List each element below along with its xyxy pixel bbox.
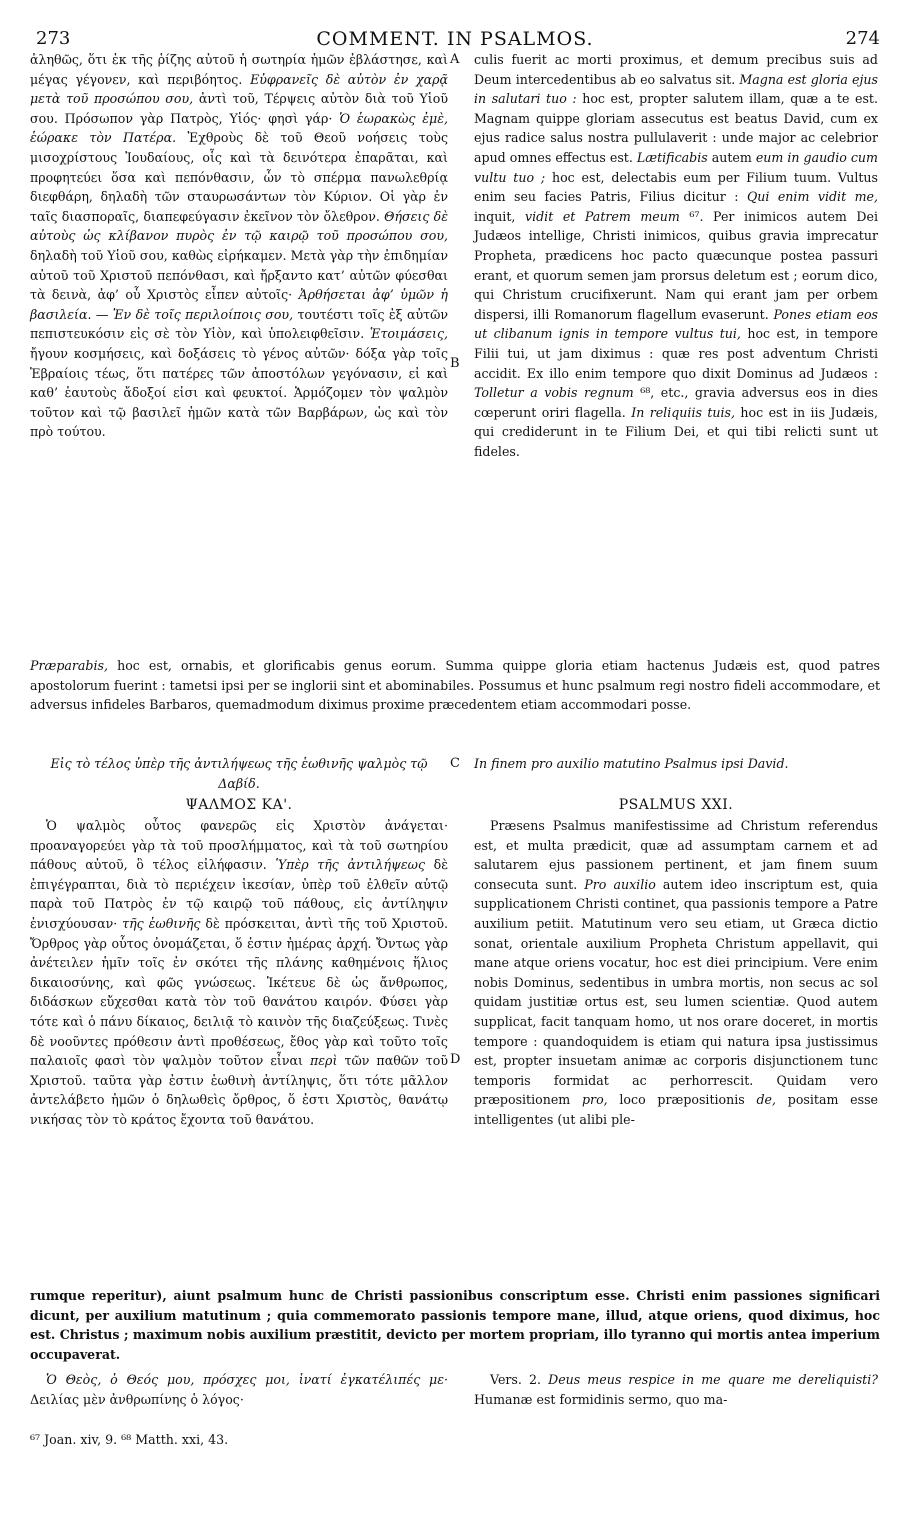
greek-column-5 [30,1370,456,1409]
greek-inscription: Εἰς τὸ τέλος ὑπὲρ τῆς ἀντιλήψεως τῆς ἑωθινῆς ψαλμὸς τῷ Δαβίδ. [50,756,428,791]
footnotes: ⁶⁷ Joan. xiv, 9. ⁶⁸ Matth. xxi, 43. [30,1432,229,1447]
italic-run: In reliquiis tuis, [631,404,736,420]
italic-run: Deus meus respice in me quare me dereliquisti? [548,1372,879,1387]
text-run: Humanæ est formidinis sermo, quo ma- [474,1391,728,1407]
page-number-right: 274 [845,28,880,49]
italic-run: περὶ [310,1053,338,1069]
text-run: τῶν παθῶν τοῦ Χριστοῦ. ταῦτα γὰρ ἐστιν ἑωθινὴ ἀντίληψις, ὅτι τότε μᾶλλον ἀντελάβετο ἡμῶν ὁ δηλωθεὶς ὄρθρος, ὅ ἐστι Χριστὸς, θανάτῳ νικήσας τὸν τὸ κράτος ἔχοντα τοῦ θανάτου. [30,1053,448,1127]
text-run: τουτέστι τοῖς ἐξ αὐτῶν πεπιστευκόσιν εἰς σὲ τὸν Υἱὸν, καὶ ὑπολειφθεῖσιν. [30,306,449,342]
greek-column-3 [30,816,456,1286]
latin-inscription: In finem pro auxilio matutino Psalmus ipsi David. [474,756,789,771]
block-5 [30,1370,880,1409]
latin-psalm-title: PSALMUS XXI. [618,797,734,813]
latin-full-width-1 [30,656,880,754]
block-3 [30,816,880,1286]
greek-psalm-title: ΨΑΛΜΟΣ ΚΑ'. [185,797,293,813]
text-run: ⁶⁸, etc., gravia adversus eos in dies cœperunt oriri flagella. [474,385,878,420]
text-run: Præsens Psalmus manifestissime ad Christum referendus est, et multa prædicit, quæ ad assumptam carnem et ad salutarem ejus passionem pertinent, et jam finem suum consecuta sunt. [474,818,878,892]
page-number-left: 273 [36,28,71,49]
italic-run: Pro auxilio [584,876,656,892]
italic-run: eum in gaudio cum vultu tuo ; [474,149,878,185]
text-run: positam esse intelligentes (ut alibi ple- [474,1092,878,1127]
italic-run: Præparabis, [30,658,108,673]
inscription-row [30,754,880,794]
text-run: inquit, [474,208,525,224]
running-title: COMMENT. IN PSALMOS. [316,28,594,50]
text-run: hoc est, in tempore Filii tui, ut jam diximus : quæ res post adventum Christi accidit. Ex illo enim tempore quo dixit Dominus ad Judæos : [474,326,878,381]
italic-run: Tolletur a vobis regnum [474,385,634,401]
italic-run: Ἑτοιμάσεις, [369,326,448,342]
text-run: δὲ ἐπιγέγραπται, διὰ τὸ περιέχειν ἱκεσίαν, ὑπὲρ τοῦ ἐλθεῖν αὐτῷ παρὰ τοῦ Πατρὸς ἐν τῷ καιρῷ τοῦ πάθους, εἰς ἀντίληψιν ἐνισχύουσαν· [30,857,448,931]
italic-run: Magna est gloria ejus in salutari tuo : [474,71,878,107]
italic-run: Lætificabis [636,149,708,165]
text-run: hoc est in iis Judæis, qui crediderunt in te Filium Dei, et qui tibi relicti sunt ut fideles. [474,404,878,459]
text-run: Vers. 2. [490,1372,549,1387]
italic-run: Pones etiam eos ut clibanum ignis in tempore vultus tui, [474,306,878,342]
text-run: autem ideo inscriptum est, quia supplicationem Christi continet, qua passionis tempore a Patre auxilium petiit. Matutinum vero seu etiam, ut Græca dictio sonat, orientale auxilium Propheta Christum appellavit, qui mane atque oriens vocatur, hoc est diei principium. Vere enim nobis Dominus, sedentibus in umbra mortis, non secus ac sol quidam justitiæ ortus est, seu lumen scientiæ. Quod autem supplicat, facit tanquam homo, ut nos orare doceret, in mortis tempore : quandoquidem is etiam qui natura ipsa justissimus est, propter insuetam animæ ac corporis disjunctionem tunc temporis formidat ac perhorrescit. Quidam vero præpositionem [474,876,878,1108]
text-run: hoc est, propter salutem illam, quæ a te est. Magnam quippe gloriam assecutus est beatus David, cum ex ejus radice salus nostra pullulaverit : unde major ac celebrior apud omnes effectus est. [474,91,878,165]
text-run: hoc est, delectabis eum per Filium tuum. Vultus enim seu facies Patris, Filius dicitur : [474,169,878,205]
italic-run: Εὐφρανεῖς δὲ αὐτὸν ἐν χαρᾷ μετὰ τοῦ προσώπου σου, [30,71,448,107]
margin-mark-c: C [450,756,460,771]
text-run: loco præpositionis [607,1092,757,1108]
text-run: δηλαδὴ τοῦ Υἱοῦ σου, καθὼς εἰρήκαμεν. Μετὰ γὰρ τὴν ἐπιδημίαν αὐτοῦ τοῦ Χριστοῦ πεπόνθασι, καὶ ἤρξαντο κατ’ αὐτῶν φύεσθαι τὰ δεινὰ, ἀφ’ οὗ Χριστὸς εἶπεν αὐτοῖς· [30,247,448,303]
running-head [30,28,880,50]
block-1 [30,50,880,656]
page [30,28,880,1409]
italic-run: Qui enim vidit me, [746,189,878,205]
italic-run: Ὁ ἑωρακὼς ἐμὲ, ἑώρακε τὸν Πατέρα. [30,110,448,146]
text-run: Ἐχθροὺς δὲ τοῦ Θεοῦ νοήσεις τοὺς μισοχρίστους Ἰουδαίους, οἷς καὶ τὰ δεινότερα ἐπαρᾶται, καὶ προφητεύει ὅσα καὶ πεπόνθασιν, ὧν τὸ σπέρμα πανωλεθρίᾳ διεφθάρη, δηλαδὴ τῶν σταυρωσάντων τὸν Κύριον. Οἱ γὰρ ἐν ταῖς διασποραῖς, διαπεφεύγασιν ἐκεῖνον τὸν ὄλεθρον. [30,130,448,224]
latin-column-5 [456,1370,878,1409]
margin-mark-d: D [450,1052,461,1067]
text-run: ἀντὶ τοῦ, Τέρψεις αὐτὸν διὰ τοῦ Υἱοῦ σου. Πρόσωπον γὰρ Πατρὸς, Υἱός· φησὶ γάρ· [30,91,448,126]
text-run: ἤγουν κοσμήσεις, καὶ δοξάσεις τὸ γένος αὐτῶν· δόξα γὰρ τοῖς Ἑβραίοις τέως, ὅτι πατέρες τῶν ἀποστόλων γεγόνασιν, εἰ καὶ καθ’ ἑαυτοὺς ἄδοξοί εἰσι καὶ φευκτοί. Ἁρμόζομεν τὸν ψαλμὸν τοῦτον καὶ τῷ βασιλεῖ ἡμῶν κατὰ τῶν Βαρβάρων, ὡς καὶ τὸν πρὸ τούτου. [30,345,448,440]
text-run: Δειλίας μὲν ἀνθρωπίνης ὁ λόγος· [30,1391,244,1407]
italic-run: vidit et Patrem meum [524,208,680,224]
italic-run: Ὑπὲρ τῆς ἀντιλήψεως [275,857,426,873]
italic-run: Θήσεις δὲ αὐτοὺς ὡς κλίβανον πυρὸς ἐν τῷ καιρῷ τοῦ προσώπου σου, [30,208,449,244]
margin-mark-b: B [450,356,460,371]
italic-run: Ἀρθήσεται ἀφ’ ὑμῶν ἡ βασιλεία. — Ἐν δὲ τοῖς περιλοίποις σου, [30,287,448,322]
italic-run: de, [756,1092,777,1108]
text-run: autem [707,149,756,165]
italic-run: pro, [581,1092,608,1108]
text-run: δὲ πρόσκειται, ἀντὶ τῆς τοῦ Χριστοῦ. Ὄρθρος γὰρ οὗτος ὀνομάζεται, ὅ ἐστιν ἡμέρας ἀρχή. Ὄντως γὰρ ἀνέτειλεν ἡμῖν τοῖς ἐν σκότει τῆς πλάνης καθημένοις ἥλιος δικαιοσύνης, καὶ φῶς γνώσεως. Ἱκέτευε δὲ ὡς ἄνθρωπος, διδάσκων εὔχεσθαι κατὰ τὸν τοῦ θανάτου καιρόν. Φύσει γὰρ τότε καὶ ὁ πάνυ δίκαιος, δειλιᾷ τὸ καινὸν τῆς διαζεύξεως. Τινὲς δὲ νοοῦντες πρόθεσιν ἀντὶ προθέσεως, ἔθος γὰρ καὶ τοῦτο τοῖς παλαιοῖς φασὶ τὸν ψαλμὸν τοῦτον εἶναι [30,915,448,1069]
text-run: ἀληθῶς, ὅτι ἐκ τῆς ῥίζης αὐτοῦ ἡ σωτηρία ἡμῶν ἐβλάστησε, καὶ μέγας γέγονεν, καὶ περιβόητος. [30,52,448,87]
text-run: Ὁ ψαλμὸς οὗτος φανερῶς εἰς Χριστὸν ἀνάγεται· προαναγορεύει γὰρ τὰ τοῦ προσλήμματος, καὶ τὰ τοῦ σωτηρίου πάθους αὐτοῦ, ὃ τέλος εἰλήφασιν. [30,818,448,873]
greek-column-1 [30,50,456,656]
text-run: ⁶⁷. Per inimicos autem Dei Judæos intellige, Christi inimicos, quibus gravia imprecatur Propheta, prædicens hoc pacto quæcunque postea passuri erant, et quorum semen jam prorsus deletum est ; eorum dico, qui Christum crucifixerunt. Nam qui erant jam per orbem dispersi, illi Romanorum flagellum evaserunt. [474,208,878,322]
italic-run: Ὁ Θεὸς, ὁ Θεός μου, πρόσχες μοι, ἱνατί ἐγκατέλιπές με· [46,1372,448,1387]
latin-column-1 [456,50,878,656]
italic-run: τῆς ἑωθινῆς [122,915,201,931]
text-run: culis fuerit ac morti proximus, et demum precibus suis ad Deum intercedentibus ab eo salvatus sit. [474,52,878,87]
latin-full-width-2: rumque reperitur), aiunt psalmum hunc de Christi passionibus conscriptum esse. Christi enim passiones significari dicunt, per auxilium matutinum ; quia commemorato passionis tempore mane, illud, atque oriens, quod diximus, hoc est. Christus ; maximum nobis auxilium præstitit, devicto per mortem propriam, illo tyranno qui mortis antea imperium occupaverat. [30,1288,880,1362]
margin-mark-a: A [450,52,460,67]
text-run: hoc est, ornabis, et glorificabis genus eorum. Summa quippe gloria etiam hactenus Judæis est, quod patres apostolorum fuerint : tametsi ipsi per se inglorii sint et abominabiles. Possumus et hunc psalmum regi nostro fideli accommodare, et adversus infideles Barbaros, quemadmodum diximus proxime præcedentem etiam accommodari posse. [30,658,880,713]
psalm-title-row [30,794,880,816]
latin-column-3 [456,816,878,1286]
